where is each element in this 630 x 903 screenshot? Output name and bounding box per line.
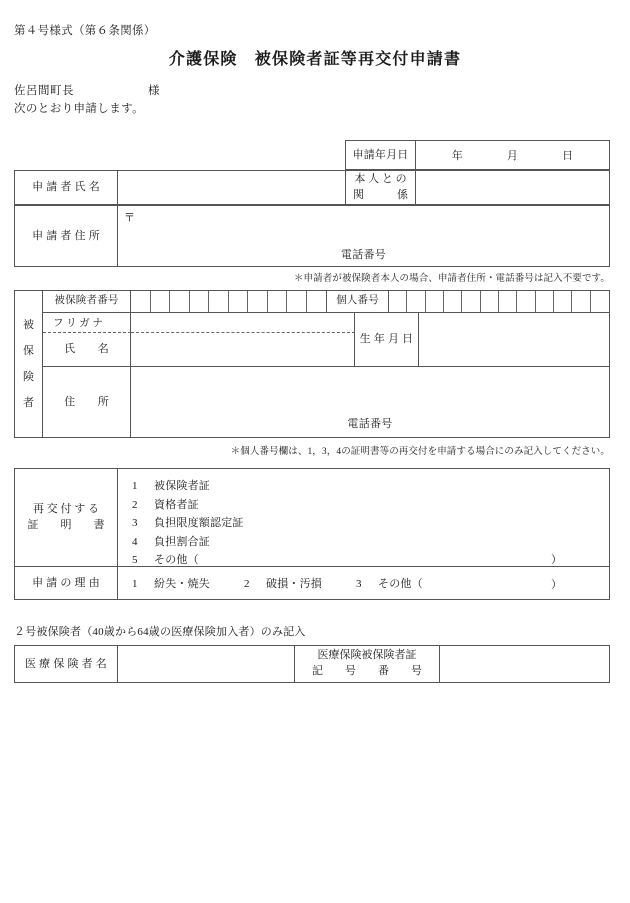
insured-person-table	[14, 290, 610, 438]
relationship-label-line1: 本 人 と の	[354, 172, 407, 185]
certificate-option-3-num: 3	[132, 517, 138, 529]
reason-option-1-num: 1	[132, 578, 138, 590]
reason-label: 申 請 の 理 由	[32, 576, 100, 589]
applicant-address-row	[14, 205, 610, 267]
personal-number-label: 個人番号	[336, 295, 379, 307]
vlabel-char-4: 者	[23, 397, 34, 409]
certificate-label	[15, 469, 117, 566]
applicant-name-label-cell	[15, 171, 118, 204]
reason-option-1[interactable]	[132, 575, 210, 591]
reason-option-3-text: その他（	[378, 578, 423, 590]
certificate-option-5-num: 5	[132, 554, 138, 566]
insured-name-label-cell	[43, 333, 131, 367]
reissue-table	[14, 468, 610, 600]
year-marker: 年	[451, 150, 463, 162]
insured-address-label: 住 所	[64, 395, 109, 408]
medical-card-label-cell	[295, 646, 440, 682]
applicant-address-label: 申 請 者 住 所	[32, 229, 100, 242]
reason-label-cell	[15, 567, 118, 599]
insured-name-label: 氏 名	[64, 343, 109, 356]
form-number: 第４号様式（第６条関係）	[14, 25, 156, 37]
certificate-label-line2: 証 明 書	[27, 518, 105, 531]
certificate-option-3[interactable]	[132, 514, 244, 533]
medical-card-label-line2: 記 号 番 号	[312, 665, 422, 677]
reason-option-2-text: 破損・汚損	[266, 578, 322, 590]
insured-name-input-cell[interactable]	[131, 333, 355, 367]
insured-number-grid[interactable]	[131, 291, 326, 312]
reason-option-3-num: 3	[356, 578, 362, 590]
certificate-options-list	[132, 477, 244, 567]
date-ymd-markers	[416, 141, 609, 169]
insured-number-label-cell	[43, 291, 131, 313]
furigana-label: フ リ ガ ナ	[53, 318, 103, 329]
insured-address-label-cell	[43, 367, 131, 437]
reason-option-1-text: 紛失・焼失	[154, 578, 210, 590]
applicant-name-row	[14, 170, 610, 205]
applicant-address-input-cell[interactable]	[118, 206, 609, 266]
relationship-input-cell[interactable]	[416, 171, 609, 204]
month-marker: 月	[506, 150, 519, 162]
insured-telephone-label: 電話番号	[347, 418, 393, 430]
reason-option-2[interactable]	[244, 575, 322, 591]
certificate-label-line1: 再 交 付 す る	[33, 502, 99, 515]
personal-number-label-cell	[326, 291, 389, 313]
page-title: 介護保険 被保険者証等再交付申請書	[168, 51, 462, 68]
certificate-option-5[interactable]	[132, 551, 244, 567]
insurer-name-input-cell[interactable]	[118, 646, 295, 682]
medical-section-subheading: ２号被保険者（40歳から64歳の医療保険加入者）のみ記入	[14, 626, 306, 638]
certificate-option-1-text: 被保険者証	[154, 480, 210, 492]
insured-number-label: 被保険者番号	[54, 295, 119, 307]
vlabel-char-1: 被	[23, 319, 34, 331]
certificate-option-4-num: 4	[132, 535, 138, 548]
reason-options-cell[interactable]	[118, 567, 609, 599]
intro-text: 次のとおり申請します。	[14, 103, 144, 115]
reason-option-2-num: 2	[244, 578, 250, 590]
applicant-address-label-cell	[15, 206, 118, 266]
certificate-option-2[interactable]	[132, 496, 244, 515]
reason-options-list	[132, 567, 423, 599]
birthdate-input-cell[interactable]	[419, 313, 609, 367]
application-date-label: 申請年月日	[352, 148, 409, 161]
insured-vertical-label-cell	[15, 291, 43, 437]
certificate-option-1[interactable]	[132, 477, 244, 496]
vlabel-char-3: 険	[23, 371, 34, 383]
addressee-name: 佐呂間町長	[14, 85, 74, 97]
application-date-label-cell	[346, 141, 416, 169]
medical-card-input-cell[interactable]	[440, 646, 609, 682]
insured-number-boxes[interactable]	[131, 291, 326, 313]
personal-number-grid[interactable]	[389, 291, 609, 312]
reason-other-paren-close: ）	[551, 579, 562, 591]
medical-card-label	[295, 646, 439, 682]
relationship-label	[346, 171, 415, 204]
relationship-label-line2: 関 係	[353, 188, 408, 201]
insured-address-input-cell[interactable]	[131, 367, 609, 437]
postal-mark-icon: 〒	[124, 212, 135, 224]
insured-vertical-label	[15, 291, 42, 437]
birthdate-label: 生 年 月 日	[359, 333, 414, 346]
applicant-name-label: 申 請 者 氏 名	[32, 181, 100, 194]
certificate-option-2-num: 2	[132, 498, 138, 511]
addressee-honorific: 様	[148, 85, 160, 97]
relationship-label-cell	[346, 171, 416, 204]
furigana-input-cell[interactable]	[131, 313, 355, 333]
certificate-option-3-text: 負担限度額認定証	[154, 517, 244, 529]
certificate-option-4[interactable]	[132, 533, 244, 552]
certificate-other-paren-close: ）	[551, 554, 562, 566]
applicant-telephone-label: 電話番号	[340, 249, 387, 261]
certificate-option-1-num: 1	[132, 480, 138, 492]
application-date-value-cell[interactable]	[416, 141, 609, 169]
furigana-label-cell	[43, 313, 131, 333]
insurer-name-label: 医 療 保 険 者 名	[25, 657, 107, 670]
application-date-row	[345, 140, 610, 170]
certificate-option-2-text: 資格者証	[154, 498, 199, 511]
certificate-label-cell	[15, 469, 118, 567]
personal-number-boxes[interactable]	[389, 291, 609, 313]
day-marker: 日	[562, 150, 574, 162]
applicant-name-input-cell[interactable]	[118, 171, 346, 204]
certificate-options-cell[interactable]	[118, 469, 609, 567]
insured-section-note: ＊個人番号欄は、1，3，4の証明書等の再交付を申請する場合にのみ記入してください。	[230, 447, 610, 457]
applicant-section-note: ＊申請者が被保険者本人の場合、申請者住所・電話番号は記入不要です。	[293, 274, 610, 284]
insurer-name-label-cell	[15, 646, 118, 682]
certificate-option-4-text: 負担割合証	[154, 535, 210, 548]
medical-insurance-table	[14, 645, 610, 683]
birthdate-label-cell	[355, 313, 419, 367]
vlabel-char-2: 保	[23, 345, 34, 357]
reason-option-3[interactable]	[356, 575, 423, 591]
certificate-option-5-text: その他（	[154, 554, 199, 566]
medical-card-label-line1: 医療保険被保険者証	[317, 649, 417, 662]
addressee-line	[14, 82, 160, 98]
